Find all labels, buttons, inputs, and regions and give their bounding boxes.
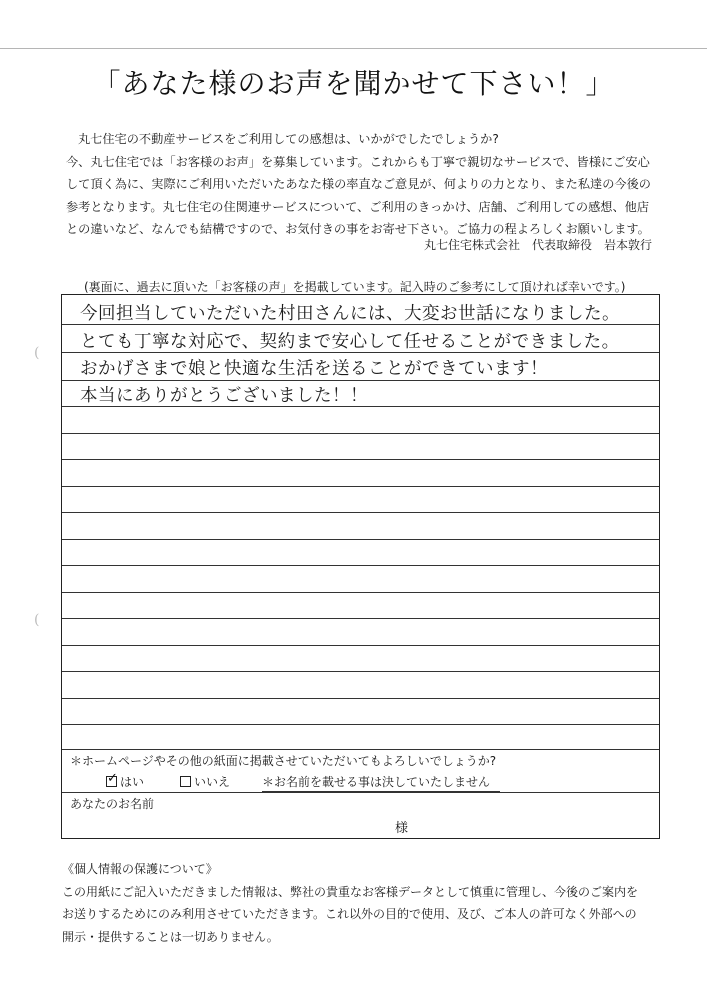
page-title: 「あなた様のお声を聞かせて下さい！」 — [92, 67, 615, 100]
punch-hole-mark: ( — [34, 345, 40, 361]
handwritten-line: とても丁寧な対応で、契約まで安心して任せることができました。 — [80, 332, 620, 352]
ruled-line — [62, 486, 659, 487]
privacy-heading: 《個人情報の保護について》 — [62, 862, 218, 876]
checkbox-no[interactable] — [180, 776, 191, 787]
handwritten-line: おかげさまで娘と快適な生活を送ることができています！ — [80, 359, 548, 379]
consent-yes-label: はい — [120, 775, 145, 789]
ruled-line — [62, 698, 659, 699]
intro-text — [66, 128, 656, 241]
consent-question: ＊ホームページやその他の紙面に掲載させていただいてもよろしいでしょうか? — [70, 754, 497, 768]
consent-no-option[interactable] — [180, 773, 230, 790]
handwritten-line: 本当にありがとうございました！！ — [80, 386, 368, 406]
consent-yes-option[interactable] — [106, 773, 144, 790]
ruled-line — [62, 592, 659, 593]
top-divider — [0, 48, 707, 49]
privacy-line: 開示・提供することは一切ありません。 — [62, 929, 279, 944]
privacy-line: この用紙にご記入いただきました情報は、弊社の貴重なお客様データとして慎重に管理し、今後のご案内を — [62, 884, 639, 899]
feedback-form — [61, 294, 660, 839]
ruled-line — [62, 380, 659, 381]
ruled-line — [62, 645, 659, 646]
punch-hole-mark: ( — [34, 612, 40, 628]
ruled-line — [62, 539, 659, 540]
checkmark-icon: ✓ — [107, 771, 118, 786]
comment-area[interactable] — [62, 295, 659, 749]
intro-line: 今、丸七住宅では「お客様のお声」を募集しています。これからも丁寧で親切なサービスで、皆様にご安心 — [66, 154, 650, 169]
company-signature: 丸七住宅株式会社 代表取締役 岩本敦行 — [423, 238, 652, 252]
name-privacy-notice: ＊お名前を載せる事は決していたしません — [262, 775, 491, 789]
handwritten-line: 今回担当していただいた村田さんには、大変お世話になりました。 — [80, 304, 620, 324]
ruled-line — [62, 459, 659, 460]
intro-line: して頂く為に、実際にご利用いただいたあなた様の率直なご意見が、何よりの力となり、また私達の今後の — [66, 177, 651, 192]
ruled-line — [62, 724, 659, 725]
honorific-sama: 様 — [395, 821, 409, 836]
intro-line: 参考となります。丸七住宅の住関連サービスについて、ご利用のきっかけ、店舗、ご利用しての感想、他店 — [66, 199, 650, 214]
intro-line: 丸七住宅の不動産サービスをご利用しての感想は、いかがでしたでしょうか? — [78, 132, 499, 146]
section-divider — [62, 792, 659, 793]
ruled-line — [62, 565, 659, 566]
reference-note: (裏面に、過去に頂いた「お客様の声」を掲載しています。記入時のご参考にして頂ければ幸いです。) — [84, 280, 626, 294]
privacy-policy — [62, 858, 638, 948]
ruled-line — [62, 433, 659, 434]
ruled-line — [62, 671, 659, 672]
intro-line: との違いなど、なんでも結構ですので、お気付きの事をお寄せ下さい。ご協力の程よろしくお願いします。 — [66, 222, 650, 237]
ruled-line — [62, 618, 659, 619]
ruled-line — [62, 749, 659, 750]
consent-no-label: いいえ — [194, 775, 231, 789]
name-label: あなたのお名前 — [70, 797, 155, 811]
ruled-line — [62, 512, 659, 513]
privacy-line: お送りするためにのみ利用させていただきます。これ以外の目的で使用、及び、ご本人の許可なく外部への — [62, 907, 637, 922]
checkbox-yes[interactable] — [106, 771, 118, 787]
